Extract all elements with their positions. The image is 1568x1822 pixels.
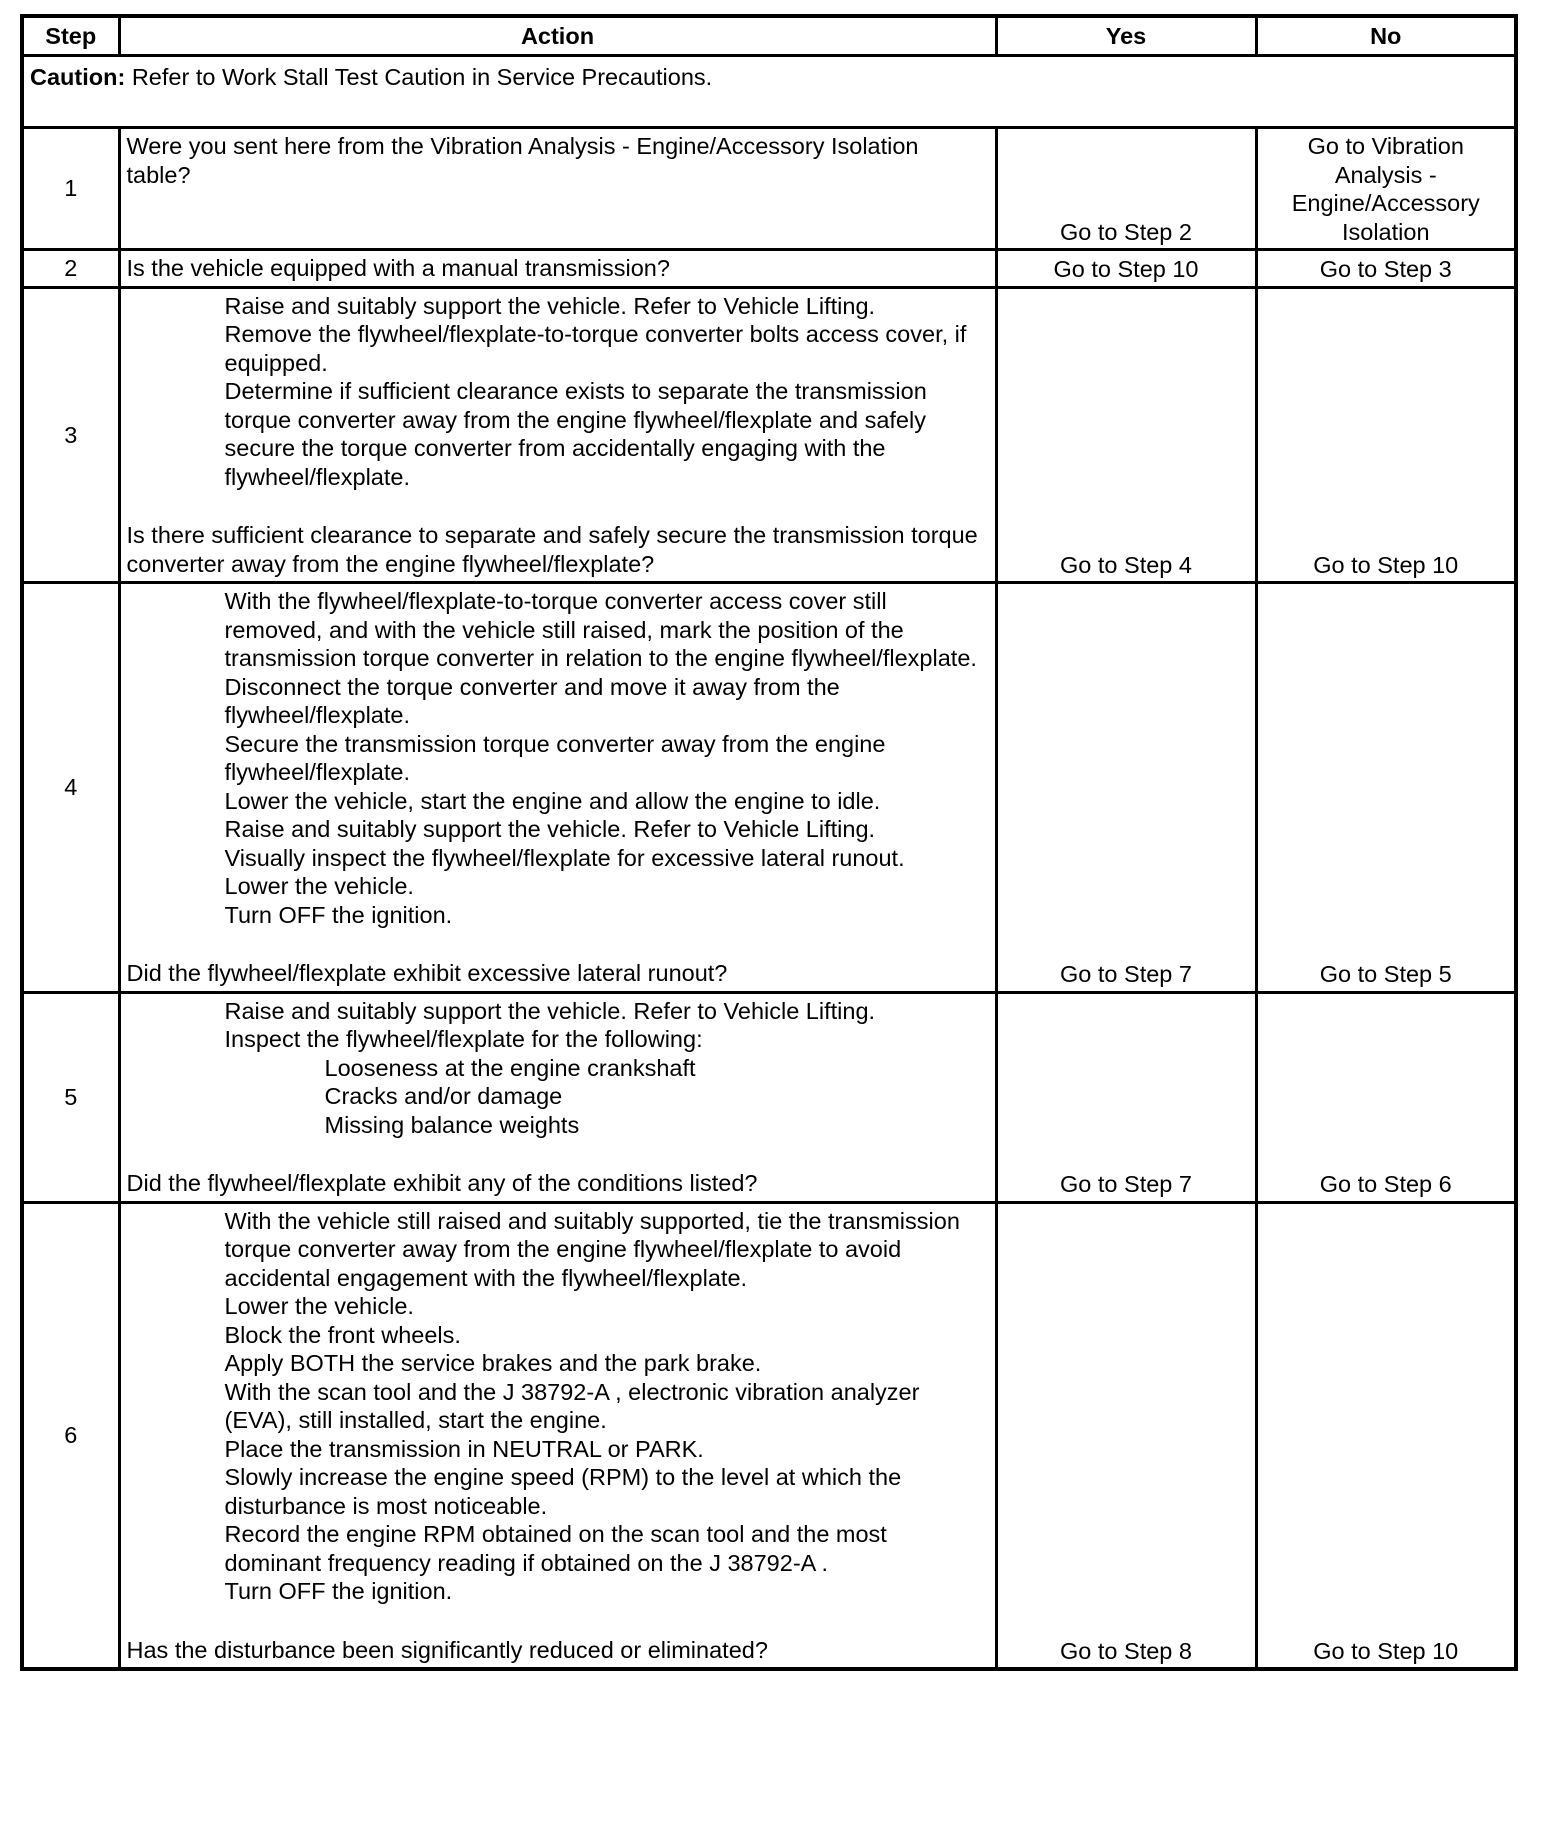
action-question: Has the disturbance been significantly reduced or eliminated? [126,1636,768,1663]
header-step: Step [22,16,119,56]
action-question: Is there sufficient clearance to separate and safely secure the transmission torque converter away from the engine flywheel/flexplate? [126,522,978,577]
action-step: Lower the vehicle, start the engine and allow the engine to idle. [224,787,881,814]
action-step: Block the front wheels. [224,1321,461,1348]
action-step: Turn OFF the ignition. [224,1578,453,1604]
action-step: Place the transmission in NEUTRAL or PARK. [224,1435,704,1462]
step-number: 2 [22,250,119,288]
action-steps [127,292,989,492]
action-cell [119,583,996,993]
table-row [22,128,1516,250]
yes-result: Go to Step 4 [996,287,1256,583]
action-step: Raise and suitably support the vehicle. Refer to Vehicle Lifting. [224,997,876,1024]
action-steps [127,587,989,929]
list-item: Cracks and/or damage [324,1083,563,1109]
action-cell [119,128,996,250]
no-result: Go to Step 10 [1256,287,1516,583]
list-item: Looseness at the engine crankshaft [324,1054,696,1081]
action-step: With the vehicle still raised and suitably supported, tie the transmission torque converter away from the engine flywheel/flexplate to avoid accidental engagement with the flywheel/flexplate. [224,1207,960,1291]
action-step: Disconnect the torque converter and move it away from the flywheel/flexplate. [224,673,840,728]
yes-result: Go to Step 10 [996,250,1256,288]
header-row [22,16,1516,56]
yes-result: Go to Step 8 [996,1202,1256,1669]
action-step: With the flywheel/flexplate-to-torque converter access cover still removed, and with the vehicle still raised, mark the position of the transmission torque converter in relation to the engine flywheel/flexplate. [224,588,977,671]
table-row [22,992,1516,1202]
step-number: 4 [22,583,119,993]
action-step: Lower the vehicle. [224,873,414,899]
step-number: 5 [22,992,119,1202]
action-steps [127,1207,989,1606]
header-no: No [1256,16,1516,56]
action-step: Apply BOTH the service brakes and the park brake. [224,1350,762,1376]
yes-result: Go to Step 7 [996,583,1256,993]
no-result: Go to Step 6 [1256,992,1516,1202]
action-step: Turn OFF the ignition. [224,901,453,928]
header-yes: Yes [996,16,1256,56]
action-step: Record the engine RPM obtained on the scan tool and the most dominant frequency reading if obtained on the J 38792-A . [224,1521,887,1576]
table-row [22,250,1516,288]
step-number: 3 [22,287,119,583]
no-result: Go to Step 3 [1256,250,1516,288]
action-step: Determine if sufficient clearance exists to separate the transmission torque converter away from the engine flywheel/flexplate and safely secure the torque converter from accidentally engaging with the flywheel/flexplate. [224,378,927,490]
no-result: Go to Step 5 [1256,583,1516,993]
action-step: Inspect the flywheel/flexplate for the following: [224,1026,703,1052]
action-step: Raise and suitably support the vehicle. Refer to Vehicle Lifting. [224,816,876,842]
no-result: Go to Step 10 [1256,1202,1516,1669]
caution-cell [22,56,1516,128]
action-question: Did the flywheel/flexplate exhibit excessive lateral runout? [126,960,728,986]
caution-row [22,56,1516,128]
action-step: Slowly increase the engine speed (RPM) to the level at which the disturbance is most noticeable. [224,1464,902,1519]
yes-result: Go to Step 7 [996,992,1256,1202]
step-number: 1 [22,128,119,250]
action-cell [119,250,996,288]
table-row [22,287,1516,583]
list-item: Missing balance weights [324,1111,580,1138]
inspection-list [127,1054,989,1140]
action-cell [119,992,996,1202]
action-step: Secure the transmission torque converter away from the engine flywheel/flexplate. [224,730,886,785]
no-result: Go to Vibration Analysis - Engine/Accessory Isolation [1256,128,1516,250]
action-step: Visually inspect the flywheel/flexplate for excessive lateral runout. [224,844,905,871]
action-cell [119,287,996,583]
step-number: 6 [22,1202,119,1669]
action-step: Raise and suitably support the vehicle. Refer to Vehicle Lifting. [224,292,876,319]
action-steps [127,997,989,1054]
caution-text: Refer to Work Stall Test Caution in Service Precautions. [125,64,713,90]
diagnostic-table [20,14,1518,1671]
header-action: Action [119,16,996,56]
action-cell [119,1202,996,1669]
action-text: Is the vehicle equipped with a manual transmission? [126,255,670,281]
action-question: Did the flywheel/flexplate exhibit any of the conditions listed? [126,1170,758,1196]
action-step: Remove the flywheel/flexplate-to-torque converter bolts access cover, if equipped. [224,321,967,376]
caution-label: Caution: [30,64,126,90]
action-text: Were you sent here from the Vibration Analysis - Engine/Accessory Isolation table? [126,133,919,188]
action-step: Lower the vehicle. [224,1293,414,1319]
table-row [22,583,1516,993]
yes-result: Go to Step 2 [996,128,1256,250]
table-row [22,1202,1516,1669]
action-step: With the scan tool and the J 38792-A , electronic vibration analyzer (EVA), still installed, start the engine. [224,1378,920,1433]
